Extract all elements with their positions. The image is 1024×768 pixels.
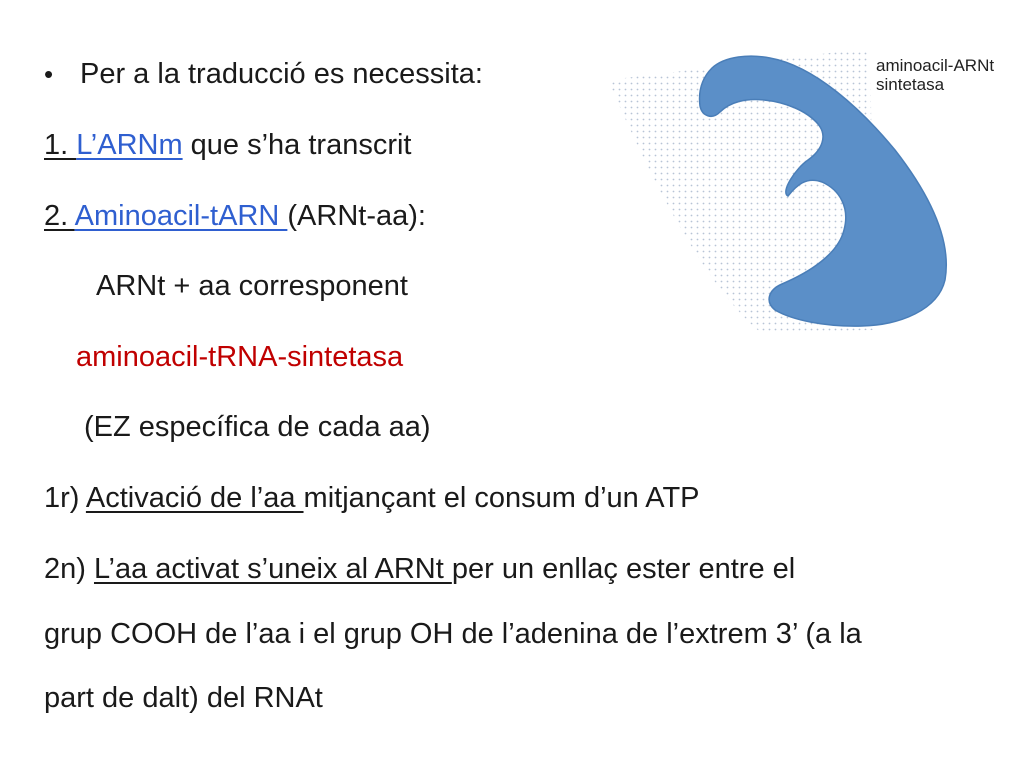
item-1-number: 1. — [44, 129, 77, 161]
enzyme-label-line1: aminoacil-ARNt — [876, 56, 995, 75]
enzyme-label-line2: sintetasa — [876, 75, 945, 94]
step-1-underlined: Activació de l’aa — [85, 482, 304, 514]
step-1-text: mitjançant el consum d’un ATP — [303, 482, 700, 514]
step-1 — [44, 480, 700, 516]
aminoacil-tarn-link[interactable]: Aminoacil-tARN — [74, 200, 288, 232]
step-2-end: part de dalt) del RNAt — [44, 682, 323, 714]
arnm-link[interactable]: L’ARNm — [76, 129, 183, 161]
step-2-underlined: L’aa activat s’uneix al ARNt — [93, 553, 452, 585]
item-1 — [44, 127, 412, 163]
item-2 — [44, 198, 426, 234]
item-2-number: 2. — [44, 200, 75, 232]
enzyme-note: (EZ específica de cada aa) — [84, 411, 431, 443]
item-1-text: que s’ha transcrit — [182, 129, 412, 161]
enzyme-name: aminoacil-tRNA-sintetasa — [76, 341, 404, 373]
item-2-text: (ARNt-aa): — [287, 200, 426, 232]
step-2-continued: grup COOH de l’aa i el grup OH de l’adenina de l’extrem 3’ (a la — [44, 618, 862, 650]
enzyme-label — [876, 56, 1016, 94]
step-2 — [44, 551, 795, 587]
step-2-text: per un enllaç ester entre el — [451, 553, 796, 585]
bullet: • — [44, 59, 54, 89]
reaction-line: ARNt + aa corresponent — [96, 270, 408, 302]
step-2-label: 2n) — [44, 553, 94, 585]
heading-line: Per a la traducció es necessita: — [80, 58, 483, 90]
step-1-label: 1r) — [44, 482, 86, 514]
